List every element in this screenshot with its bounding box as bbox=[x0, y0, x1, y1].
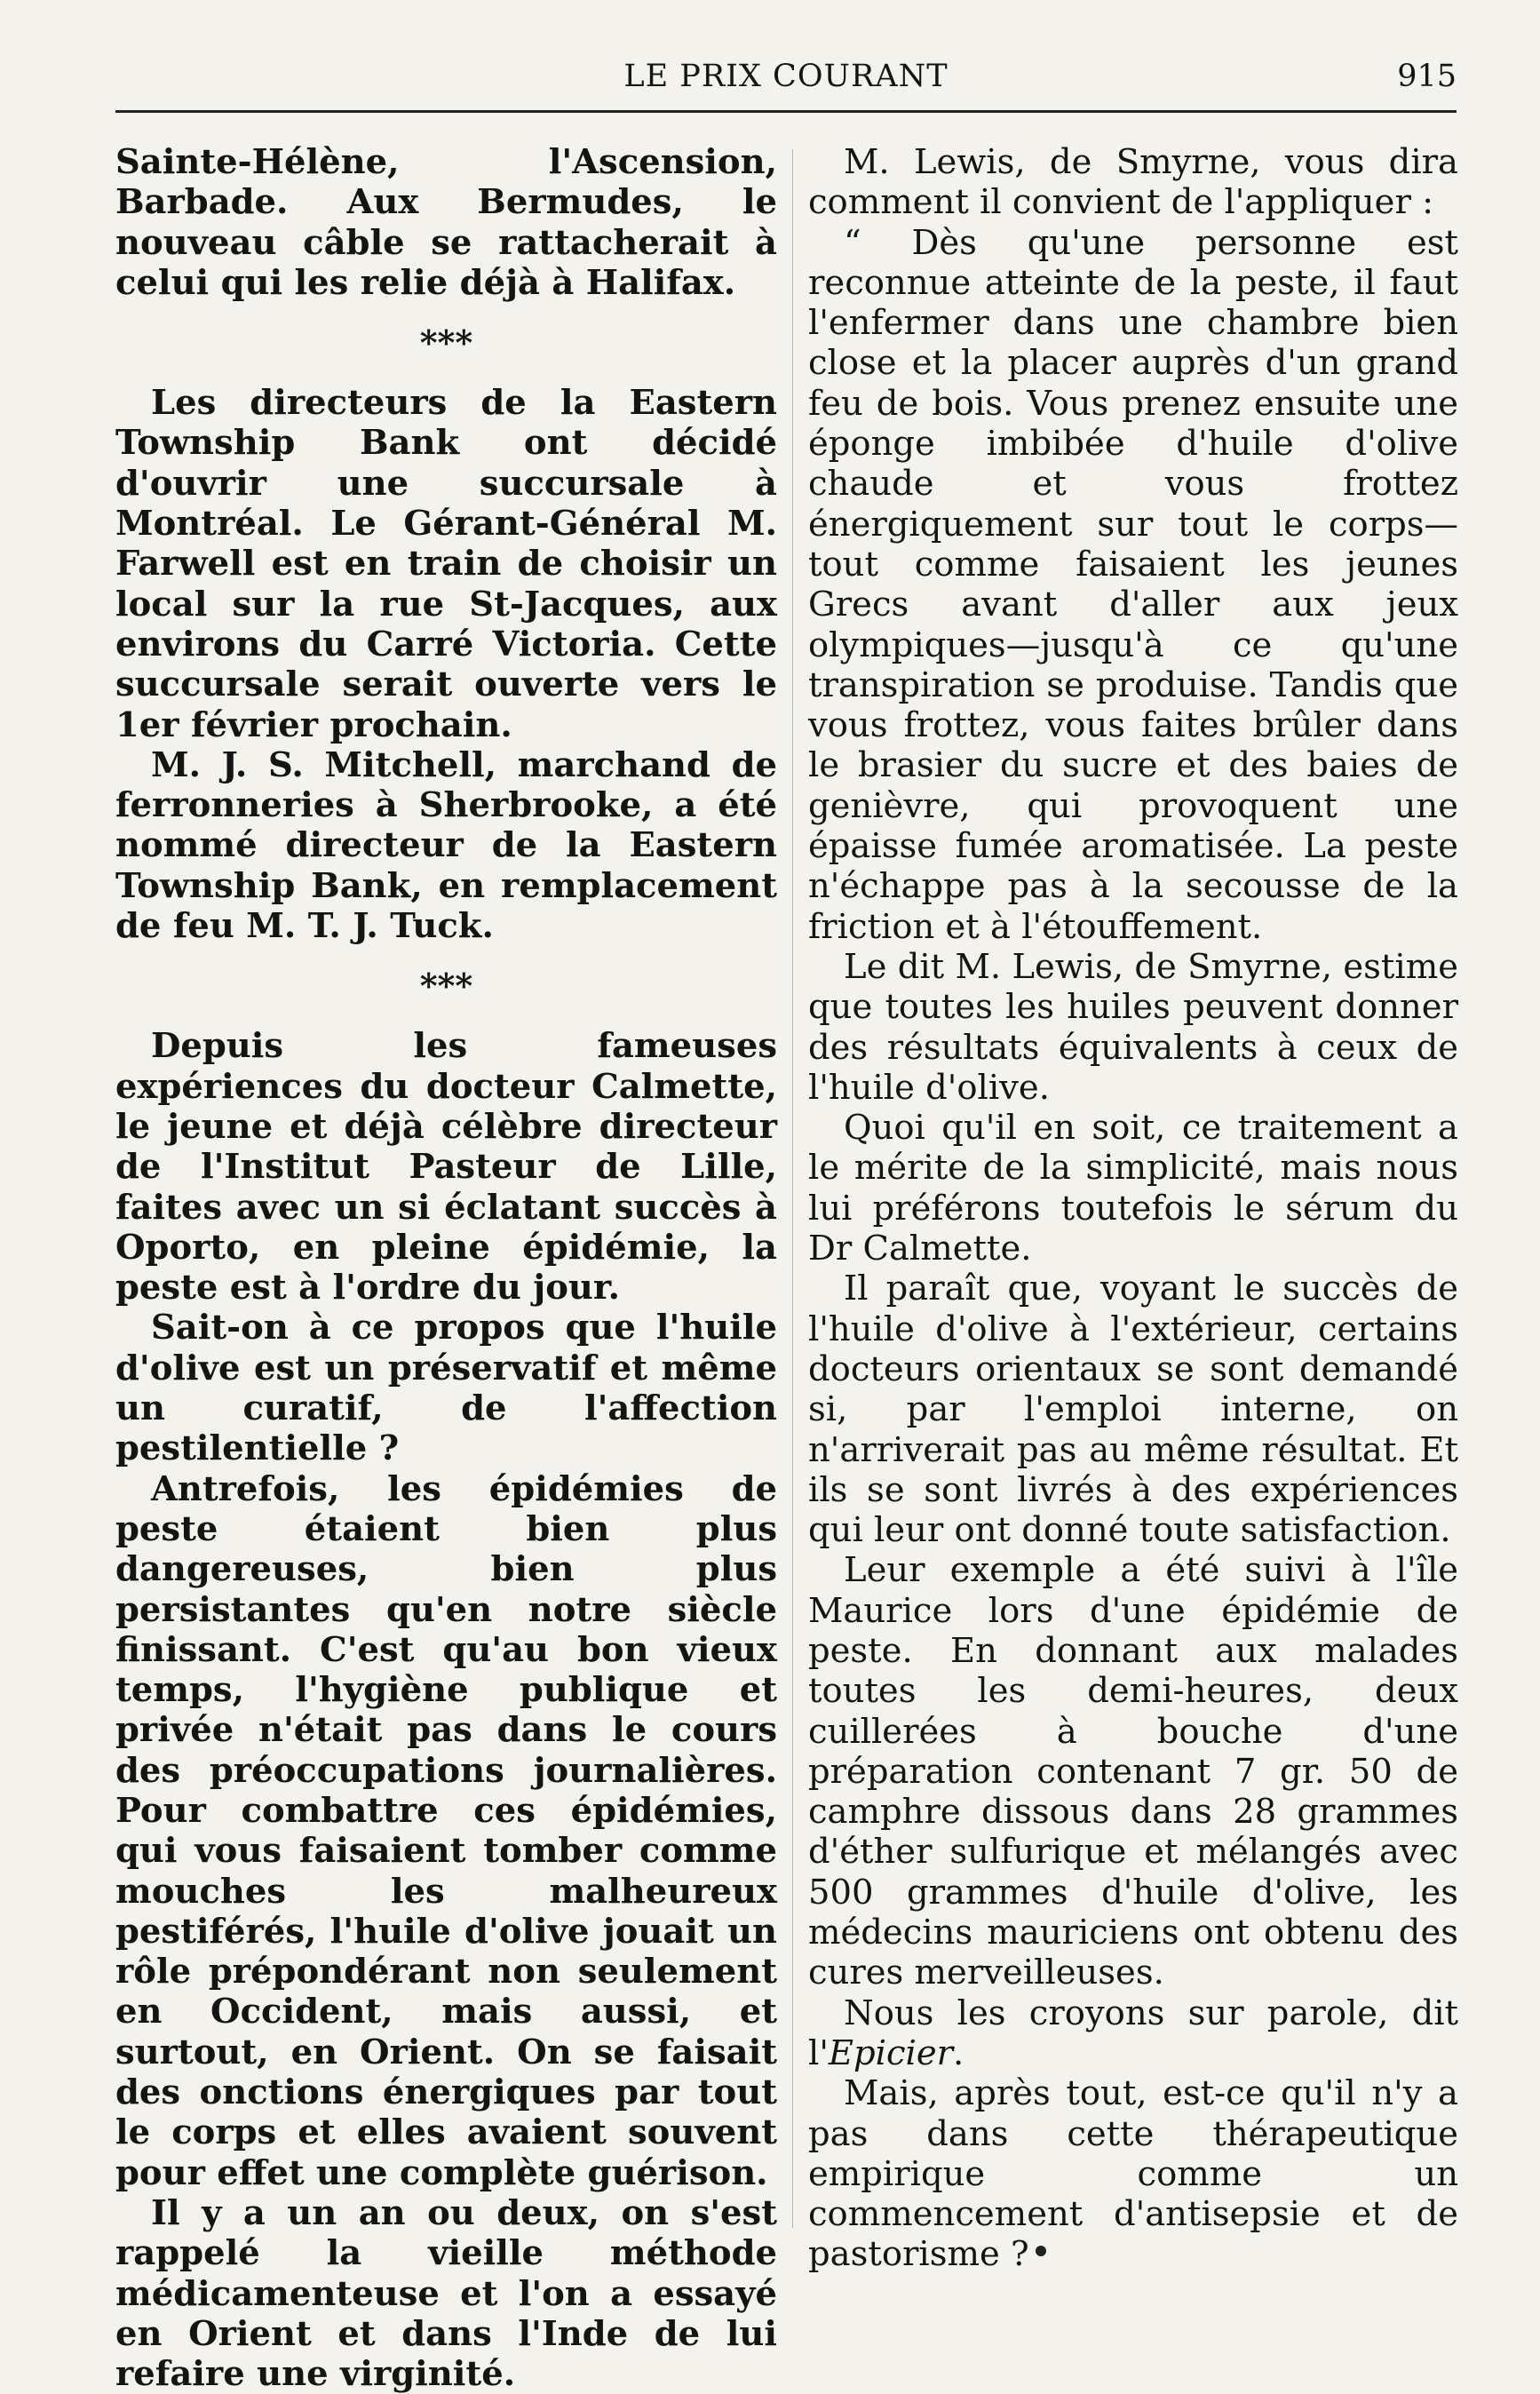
paragraph-eastern-township-bank: Les directeurs de la Eastern Township Bank ont décidé d'ouvrir une succursale à Montréal. Le Gérant-Général M. Farwell est en train de choisir un local sur la rue St-Jacques, aux environs du Carré Victoria. Cette succursale serait ouverte vers le 1er février prochain. bbox=[115, 383, 777, 745]
paragraph-serum: Quoi qu'il en soit, ce traitement a le mérite de la simplicité, mais nous lui préférons toutefois le sérum du Dr Calmette. bbox=[808, 1108, 1458, 1269]
paragraph-all-oils: Le dit M. Lewis, de Smyrne, estime que toutes les huiles peuvent donner des résultats équivalents à ceux de l'huile d'olive. bbox=[808, 946, 1458, 1108]
paragraph-epicier bbox=[808, 1993, 1458, 2074]
paragraph-mauritius: Leur exemple a été suivi à l'île Maurice lors d'une épidémie de peste. En donnant aux malades toutes les demi-heures, deux cuillerées à bouche d'une préparation contenant 7 gr. 50 de camphre dissous dans 28 grammes d'éther sulfurique et mélangés avec 500 grammes d'huile d'olive, les médecins mauriciens ont obtenu des cures merveilleuses. bbox=[808, 1550, 1458, 1993]
page-number: 915 bbox=[1397, 59, 1457, 94]
left-column bbox=[115, 142, 777, 2394]
paragraph-mitchell: M. J. S. Mitchell, marchand de ferronneries à Sherbrooke, a été nommé directeur de la Eastern Township Bank, en remplacement de feu M. T. J. Tuck. bbox=[115, 744, 777, 947]
paragraph-internal-use: Il paraît que, voyant le succès de l'huile d'olive à l'extérieur, certains docteurs orientaux se sont demandé si, par l'emploi interne, on n'arriverait pas au même résultat. Et ils se sont livrés à des expériences qui leur ont donné toute satisfaction. bbox=[808, 1269, 1458, 1551]
epicier-text-before: Nous les croyons sur parole, dit l' bbox=[808, 1992, 1458, 2073]
section-separator bbox=[115, 303, 777, 383]
epicier-title: Epicier bbox=[828, 2032, 954, 2073]
paragraph-lewis-intro: M. Lewis, de Smyrne, vous dira comment il convient de l'appliquer : bbox=[808, 142, 1458, 223]
ornament-mark bbox=[1036, 2246, 1046, 2256]
asterism: *** bbox=[419, 322, 473, 363]
asterism: *** bbox=[419, 966, 473, 1006]
right-column bbox=[808, 142, 1458, 2275]
paragraph-lewis-method: “ Dès qu'une personne est reconnue atteinte de la peste, il faut l'enfermer dans une chambre bien close et la placer auprès d'un grand feu de bois. Vous prenez ensuite une éponge imbibée d'huile d'olive chaude et vous frottez énergiquement sur tout le corps—tout comme faisaient les jeunes Grecs avant d'aller aux jeux olympiques—jusqu'à ce qu'une transpiration se produise. Tandis que vous frottez, vous faites brûler dans le brasier du sucre et des baies de genièvre, qui provoquent une épaisse fumée aromatisée. La peste n'échappe pas à la secousse de la friction et à l'étouffement. bbox=[808, 222, 1458, 947]
paragraph-calmette: Depuis les fameuses expériences du docteur Calmette, le jeune et déjà célèbre directeur de l'Institut Pasteur de Lille, faites avec un si éclatant succès à Oporto, en pleine épidémie, la peste est à l'ordre du jour. bbox=[115, 1026, 777, 1308]
paragraph-cable: Sainte-Hélène, l'Ascension, Barbade. Aux Bermudes, le nouveau câble se rattacherait à celui qui les relie déjà à Halifax. bbox=[115, 142, 777, 303]
epicier-text-after: . bbox=[953, 2032, 964, 2073]
paragraph-old-method: Il y a un an ou deux, on s'est rappelé la vieille méthode médicamenteuse et l'on a essayé en Orient et dans l'Inde de lui refaire une virginité. bbox=[115, 2192, 777, 2394]
section-separator bbox=[115, 946, 777, 1026]
running-header bbox=[115, 59, 1457, 98]
journal-title: LE PRIX COURANT bbox=[623, 59, 949, 94]
paragraph-epidemics-history: Antrefois, les épidémies de peste étaient bien plus dangereuses, bien plus persistantes qu'en notre siècle finissant. C'est qu'au bon vieux temps, l'hygiène publique et privée n'était pas dans le cours des préoccupations journalières. Pour combattre ces épidémies, qui vous faisaient tomber comme mouches les malheureux pestiférés, l'huile d'olive jouait un rôle prépondérant non seulement en Occident, mais aussi, et surtout, en Orient. On se faisait des onctions énergiques par tout le corps et elles avaient souvent pour effet une complète guérison. bbox=[115, 1468, 777, 2193]
paragraph-antisepsis: Mais, après tout, est-ce qu'il n'y a pas dans cette thérapeutique empirique comme un commencement d'antisepsie et de pastorisme ? bbox=[808, 2073, 1458, 2275]
paragraph-olive-oil-question: Sait-on à ce propos que l'huile d'olive est un préservatif et même un curatif, de l'affection pestilentielle ? bbox=[115, 1308, 777, 1469]
column-divider bbox=[792, 149, 793, 2228]
header-rule bbox=[115, 110, 1457, 113]
